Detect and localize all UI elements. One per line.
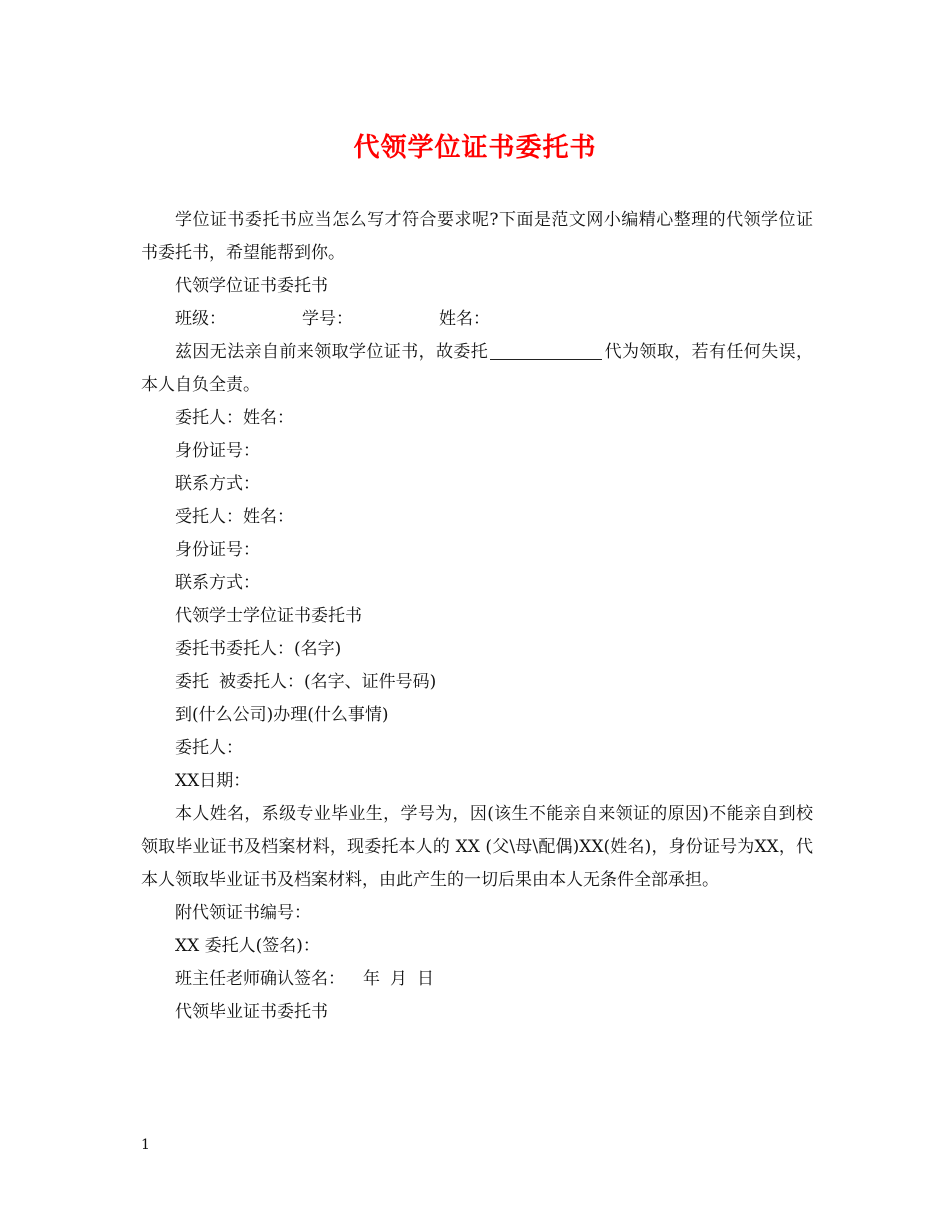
task-line: 到(什么公司)办理(什么事情) — [175, 705, 389, 725]
section-heading-degree-certificate: 代领学位证书委托书 — [175, 276, 328, 296]
agent-id-line: 身份证号： — [175, 540, 260, 560]
signature-line: XX 委托人(签名)： — [175, 936, 320, 956]
student-number-label: 学号： — [302, 309, 353, 329]
certificate-number-line: 附代领证书编号： — [175, 903, 311, 923]
agent-field-line — [141, 666, 813, 699]
statement-before-blank: 兹因无法亲自前来领取学位证书，故委托 — [175, 342, 489, 362]
principal-sign-line: 委托人： — [175, 738, 243, 758]
principal-field-line: 委托书委托人：(名字) — [175, 639, 342, 659]
authorization-statement — [141, 336, 813, 402]
principal-id-line: 身份证号： — [175, 441, 260, 461]
student-info-line — [141, 303, 813, 336]
section-heading-bachelor-degree: 代领学士学位证书委托书 — [175, 606, 362, 626]
agent-name-line: 受托人：姓名： — [175, 507, 294, 527]
section-heading-graduation-certificate: 代领毕业证书委托书 — [175, 1002, 328, 1022]
agent-field-text: 被委托人：(名字、证件号码) — [219, 672, 437, 692]
year-label: 年 — [363, 969, 380, 989]
day-label: 日 — [417, 969, 434, 989]
month-label: 月 — [390, 969, 407, 989]
document-body — [141, 204, 813, 1029]
principal-name-line: 委托人：姓名： — [175, 408, 294, 428]
teacher-confirm-line — [141, 963, 813, 996]
agent-name-blank — [490, 343, 602, 360]
intro-paragraph: 学位证书委托书应当怎么写才符合要求呢?下面是范文网小编精心整理的代领学位证书委托书，希望能帮到你。 — [141, 210, 813, 263]
agent-field-prefix: 委托 — [175, 672, 209, 692]
class-label: 班级： — [175, 309, 226, 329]
date-line: XX日期： — [175, 771, 251, 791]
document-title: 代领学位证书委托书 — [353, 133, 597, 163]
agent-contact-line: 联系方式： — [175, 573, 260, 593]
declaration-paragraph: 本人姓名，系级专业毕业生，学号为，因(该生不能亲自来领证的原因)不能亲自到校领取毕业证书及档案材料，现委托本人的 XX (父\母\配偶)XX(姓名)，身份证号为XX，代本人领取毕业证书及档案材料，由此产生的一切后果由本人无条件全部承担。 — [141, 804, 813, 890]
statement-after-blank: 代为领取，若有任何失误，本人自负全责。 — [141, 342, 814, 395]
page-number: 1 — [141, 1137, 150, 1153]
name-label: 姓名： — [439, 309, 490, 329]
principal-contact-line: 联系方式： — [175, 474, 260, 494]
teacher-confirm-label: 班主任老师确认签名： — [175, 969, 345, 989]
